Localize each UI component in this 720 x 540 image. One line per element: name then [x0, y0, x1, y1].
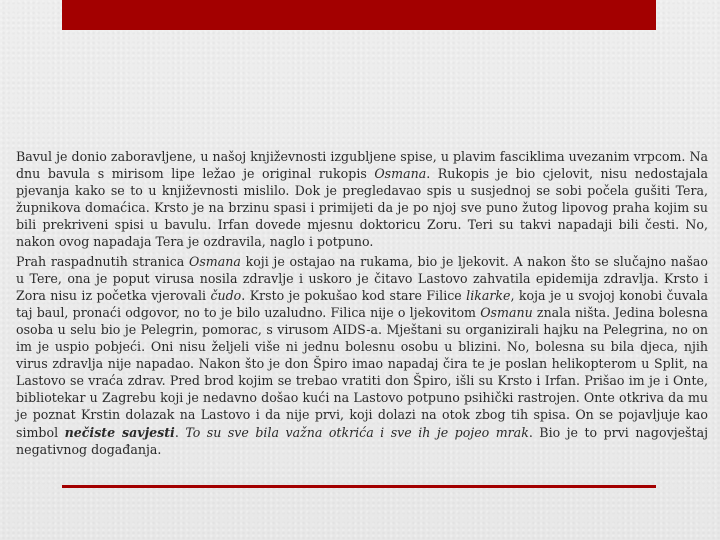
text-run: znala ništa. Jedina bolesna osoba u selu bio je Pelegrin, pomorac, s virusom AIDS-a. Mještani su organizirali hajku na Pelegrina, no on im je uspio pobjeći. Oni nisu željeli više ni jednu bolesnu osobu u blizini. No, bolesna su bila djeca, njih virus zdravlja nije napadao. Nakon što je don Špiro imao napadaj čira te je poslan helikopterom u Split, na Lastovo se vraća zdrav. Pred brod kojim se trebao vratiti don Špiro, išli su Krsto i Irfan. Prišao im je i Onte, bibliotekar u Zagrebu koji je nedavno došao kući na Lastovo potpuno psihički rastrojen. Onte otkriva da mu je poznat Krstin dolazak na Lastovo i da nije prvi, koji dolazi na otok zbog tih spisa. On se pojavljuje kao simbol [16, 304, 708, 440]
emphasis-run: likarke [466, 287, 511, 303]
document-body [16, 148, 708, 458]
emphasis-run: Osmana [374, 166, 427, 182]
emphasis-run: čudo [210, 287, 242, 303]
text-run: koji je ostajao na rukama, bio je ljekovit. A nakon što se slučajno našao u Tere, ona je poput virusa nosila zdravlje i uskoro je čitavo Lastovo zahvatila epidemija zdravlja. Krsto i Zora nisu iz početka vjerovali [16, 253, 708, 303]
emphasis-run: Osmana [189, 253, 241, 269]
text-run: Prah raspadnutih stranica [16, 253, 190, 269]
emphasis-run: Osmanu [480, 304, 533, 320]
text-run: . [174, 424, 186, 440]
text-run: . Rukopis je bio cjelovit, nisu nedostajala pjevanja kako se to u književnosti mislilo. Dok je pregledavao spis u susjednoj se sobi počela gušiti Tera, župnikova domaćica. Krsto je na brzinu spasi i primijeti da je po njoj sve puno žutog lipovog praha kojim su bili prekriveni spisi u bavulu. Irfan dovede mjesnu doktoricu Zoru. Teri su takvi napadaji bili česti. No, nakon ovog napadaja Tera je ozdravila, naglo i potpuno. [16, 166, 708, 250]
top-accent-bar [62, 0, 656, 30]
paragraph-2 [16, 253, 708, 458]
bottom-accent-rule [62, 485, 656, 488]
emphasis-run: nečiste savjesti [64, 424, 175, 440]
text-run: . Krsto je pokušao kod stare Filice [241, 287, 467, 303]
text-run: , koja je u svojoj konobi čuvala taj baul, pronaći odgovor, no to je bilo uzaludno. Filica nije o ljekovitom [16, 287, 708, 320]
text-run: Bavul je donio zaboravljene, u našoj književnosti izgubljene spise, u plavim fasciklima uvezanim vrpcom. Na dnu bavula s mirisom lipe ležao je original rukopis [16, 149, 708, 182]
strong-emphasis-run [65, 425, 175, 440]
emphasis-run: To su sve bila važna otkrića i sve ih je pojeo mrak [185, 424, 529, 440]
text-run: . Bio je to prvi nagovještaj negativnog događanja. [16, 424, 708, 457]
paragraph-1 [16, 148, 708, 251]
